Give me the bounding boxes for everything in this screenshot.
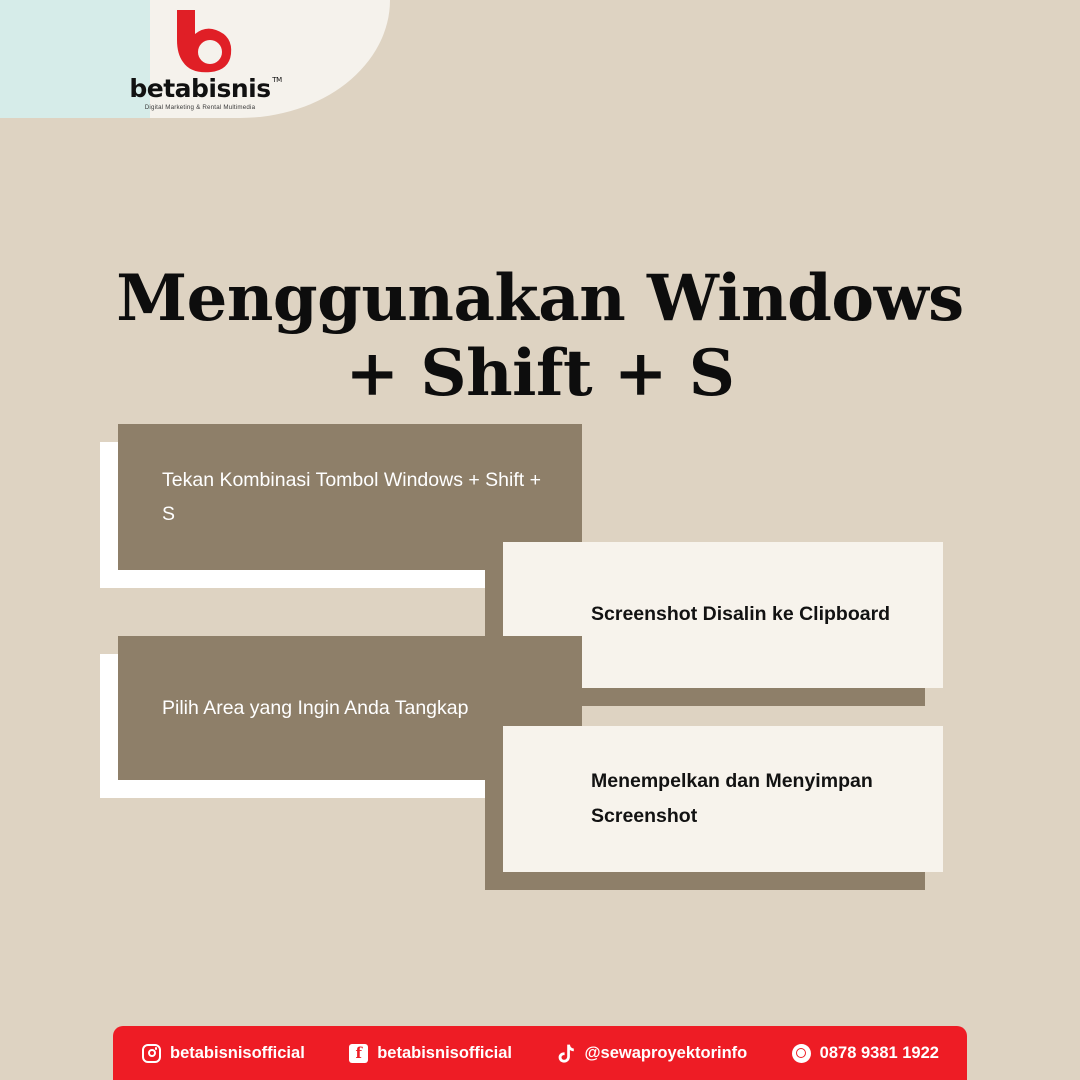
trademark-mark: TM <box>272 76 282 84</box>
step-card-1-label: Tekan Kombinasi Tombol Windows + Shift + S <box>162 468 541 525</box>
footer-item-facebook[interactable] <box>348 1043 512 1064</box>
brand-name <box>129 74 282 103</box>
brand-name-text: betabisnis <box>129 74 271 103</box>
footer-contact-bar <box>113 1026 967 1080</box>
step-card-4-accent <box>485 744 503 890</box>
step-card-3-label: Pilih Area yang Ingin Anda Tangkap <box>162 696 469 719</box>
step-card-4-accent-bottom <box>485 872 925 890</box>
step-card-2-label: Screenshot Disalin ke Clipboard <box>591 603 891 626</box>
footer-item-whatsapp[interactable] <box>791 1043 939 1064</box>
step-card-1-accent <box>100 442 118 588</box>
footer-item-instagram[interactable] <box>141 1043 305 1064</box>
whatsapp-icon <box>791 1043 812 1064</box>
instagram-icon <box>141 1043 162 1064</box>
page-title: Menggunakan Windows + Shift + S <box>116 260 964 412</box>
step-card-3-accent <box>100 654 118 798</box>
footer-item-tiktok[interactable] <box>555 1043 747 1064</box>
footer-instagram-label: betabisnisofficial <box>170 1043 305 1062</box>
steps-diagram <box>0 420 1080 900</box>
footer-whatsapp-label: 0878 9381 1922 <box>819 1043 939 1062</box>
betabisnis-b-logo-icon <box>161 8 239 74</box>
step-card-4-label: Menempelkan dan Menyimpan Screenshot <box>591 769 873 827</box>
footer-facebook-label: betabisnisofficial <box>377 1043 512 1062</box>
step-card-4 <box>503 726 943 872</box>
brand-logo <box>110 6 290 114</box>
brand-tagline: Digital Marketing & Rental Multimedia <box>144 104 256 111</box>
tiktok-icon <box>555 1043 576 1064</box>
footer-tiktok-label: @sewaproyektorinfo <box>584 1043 748 1062</box>
facebook-icon: f <box>348 1043 369 1064</box>
